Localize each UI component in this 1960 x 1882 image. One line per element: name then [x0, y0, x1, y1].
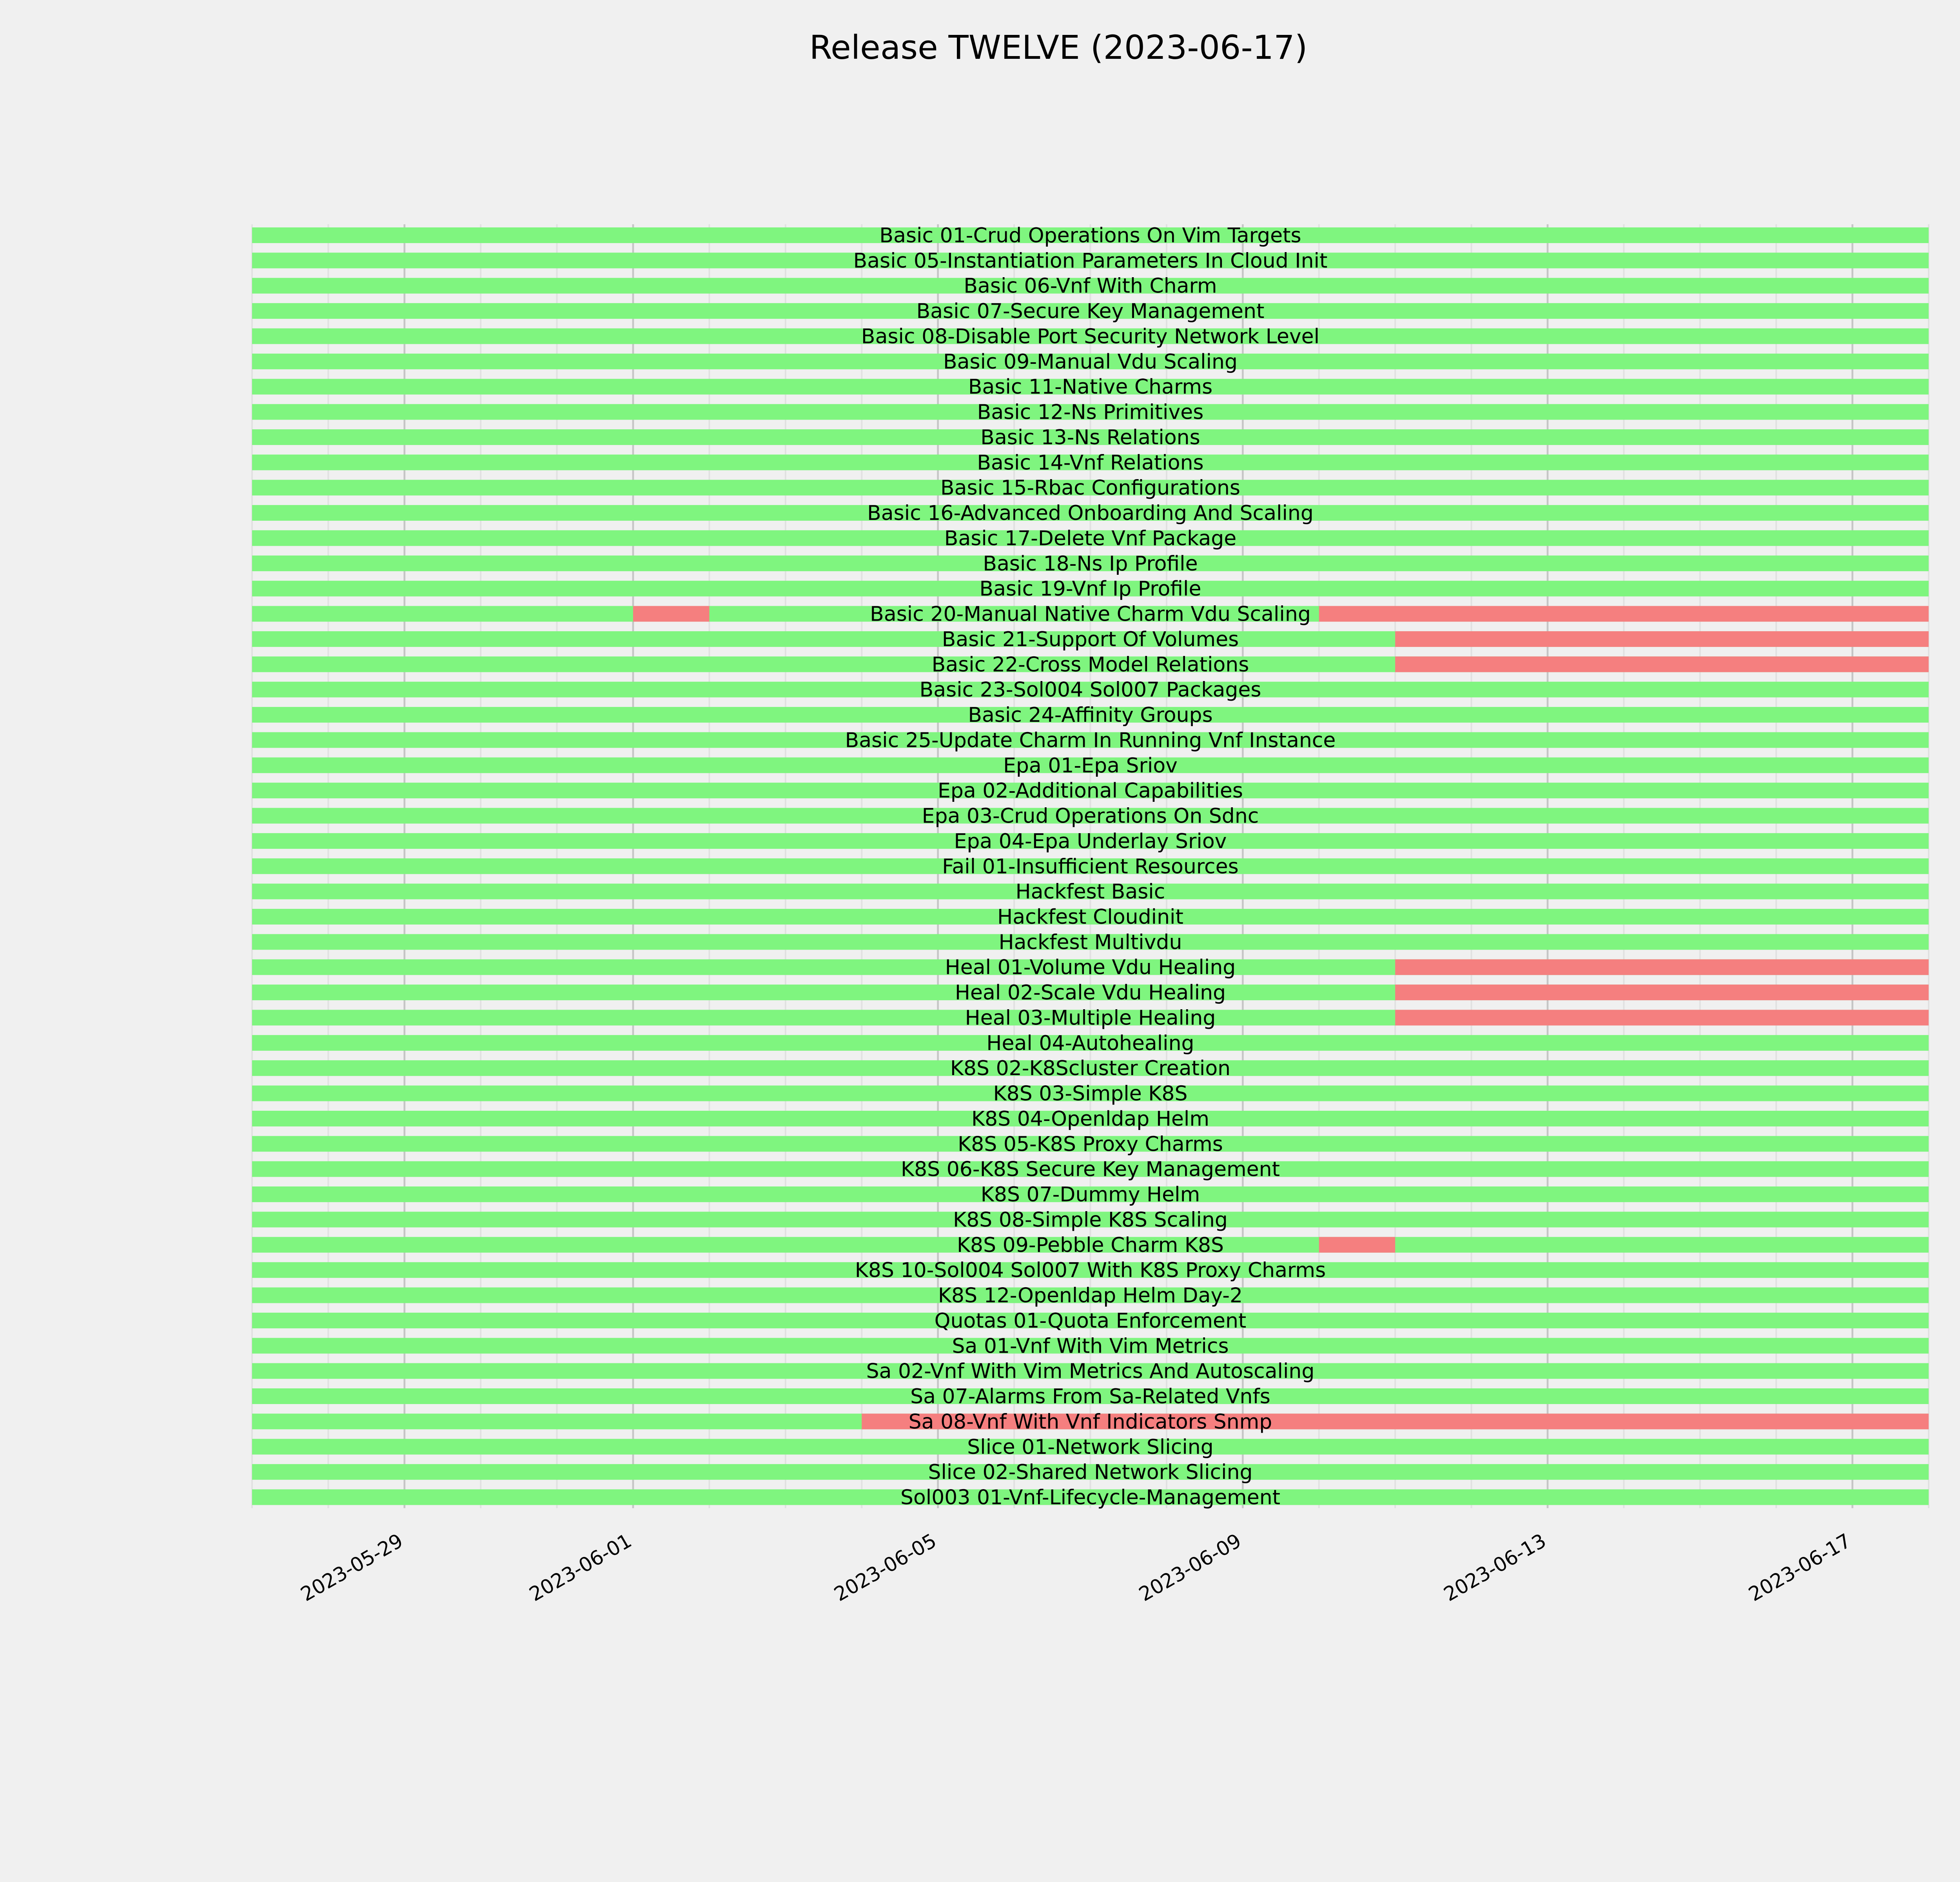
task-label: Slice 02-Shared Network Slicing	[928, 1461, 1253, 1484]
task-label: Basic 22-Cross Model Relations	[931, 653, 1249, 677]
task-label: Basic 06-Vnf With Charm	[964, 274, 1217, 298]
task-label: Epa 04-Epa Underlay Sriov	[954, 829, 1227, 853]
task-label: Basic 16-Advanced Onboarding And Scaling	[867, 501, 1314, 525]
task-label: Sa 01-Vnf With Vim Metrics	[952, 1334, 1229, 1358]
fail-bar	[1395, 631, 1929, 647]
task-label: Basic 18-Ns Ip Profile	[983, 552, 1198, 576]
task-label: Quotas 01-Quota Enforcement	[934, 1309, 1247, 1333]
task-label: K8S 04-Openldap Helm	[971, 1107, 1210, 1131]
task-label: Slice 01-Network Slicing	[967, 1435, 1214, 1459]
task-label: Basic 08-Disable Port Security Network Level	[861, 325, 1320, 349]
task-label: Sa 02-Vnf With Vim Metrics And Autoscaling	[866, 1359, 1315, 1383]
x-tick-label: 2023-06-13	[1440, 1529, 1550, 1606]
task-label: Basic 11-Native Charms	[968, 375, 1213, 399]
task-label: K8S 06-K8S Secure Key Management	[900, 1157, 1280, 1181]
x-tick-label: 2023-06-05	[830, 1529, 940, 1606]
task-label: Sol003 01-Vnf-Lifecycle-Management	[900, 1486, 1281, 1510]
task-label: Heal 03-Multiple Healing	[965, 1006, 1216, 1030]
task-label: K8S 05-K8S Proxy Charms	[958, 1132, 1223, 1156]
task-label: Fail 01-Insufficient Resources	[942, 855, 1239, 879]
fail-bar	[1395, 959, 1929, 975]
task-label: Heal 02-Scale Vdu Healing	[955, 981, 1226, 1005]
task-label: Basic 25-Update Charm In Running Vnf Instance	[845, 728, 1336, 752]
task-label: Heal 04-Autohealing	[986, 1031, 1194, 1055]
task-label: Hackfest Basic	[1015, 880, 1165, 904]
task-label: Basic 14-Vnf Relations	[977, 451, 1204, 475]
task-label: Basic 12-Ns Primitives	[977, 400, 1204, 424]
x-tick-label: 2023-06-09	[1135, 1529, 1245, 1606]
task-label: Basic 09-Manual Vdu Scaling	[943, 350, 1238, 374]
task-label: Basic 07-Secure Key Management	[916, 300, 1265, 323]
task-label: Basic 05-Instantiation Parameters In Cloud Init	[853, 249, 1328, 273]
task-label: Basic 15-Rbac Configurations	[940, 476, 1240, 500]
task-label: Basic 21-Support Of Volumes	[942, 627, 1239, 651]
x-tick-label: 2023-06-17	[1744, 1529, 1855, 1606]
task-label: Sa 08-Vnf With Vnf Indicators Snmp	[908, 1410, 1272, 1434]
task-label: Basic 24-Affinity Groups	[968, 703, 1213, 727]
chart-title: Release TWELVE (2023-06-17)	[809, 28, 1308, 67]
task-label: K8S 02-K8Scluster Creation	[950, 1057, 1231, 1081]
task-label: K8S 10-Sol004 Sol007 With K8S Proxy Charms	[855, 1259, 1326, 1283]
task-label: Heal 01-Volume Vdu Healing	[945, 956, 1236, 979]
task-label: Basic 17-Delete Vnf Package	[944, 527, 1237, 550]
task-label: K8S 09-Pebble Charm K8S	[956, 1233, 1224, 1257]
task-label: Sa 07-Alarms From Sa-Related Vnfs	[910, 1385, 1270, 1409]
task-label: Hackfest Cloudinit	[997, 905, 1183, 929]
x-tick-label: 2023-06-01	[525, 1529, 636, 1606]
task-label: Epa 03-Crud Operations On Sdnc	[922, 804, 1259, 828]
fail-bar	[633, 606, 709, 622]
task-label: Basic 20-Manual Native Charm Vdu Scaling	[870, 602, 1311, 626]
fail-bar	[1319, 606, 1929, 622]
fail-bar	[1395, 656, 1929, 672]
fail-bar	[1395, 1010, 1929, 1025]
task-label: Basic 01-Crud Operations On Vim Targets	[879, 224, 1301, 247]
task-label: Basic 13-Ns Relations	[980, 425, 1200, 449]
task-label: Epa 02-Additional Capabilities	[938, 779, 1243, 803]
task-label: K8S 12-Openldap Helm Day-2	[938, 1284, 1243, 1308]
task-label: Epa 01-Epa Sriov	[1003, 754, 1178, 778]
task-label: Hackfest Multivdu	[998, 930, 1182, 954]
task-label: Basic 19-Vnf Ip Profile	[979, 577, 1201, 601]
fail-bar	[1319, 1237, 1395, 1253]
task-label: K8S 08-Simple K8S Scaling	[953, 1208, 1228, 1232]
task-label: K8S 03-Simple K8S	[993, 1082, 1188, 1106]
task-label: K8S 07-Dummy Helm	[980, 1183, 1200, 1207]
x-tick-label: 2023-05-29	[297, 1529, 407, 1606]
fail-bar	[1395, 985, 1929, 1000]
task-label: Basic 23-Sol004 Sol007 Packages	[919, 678, 1261, 702]
